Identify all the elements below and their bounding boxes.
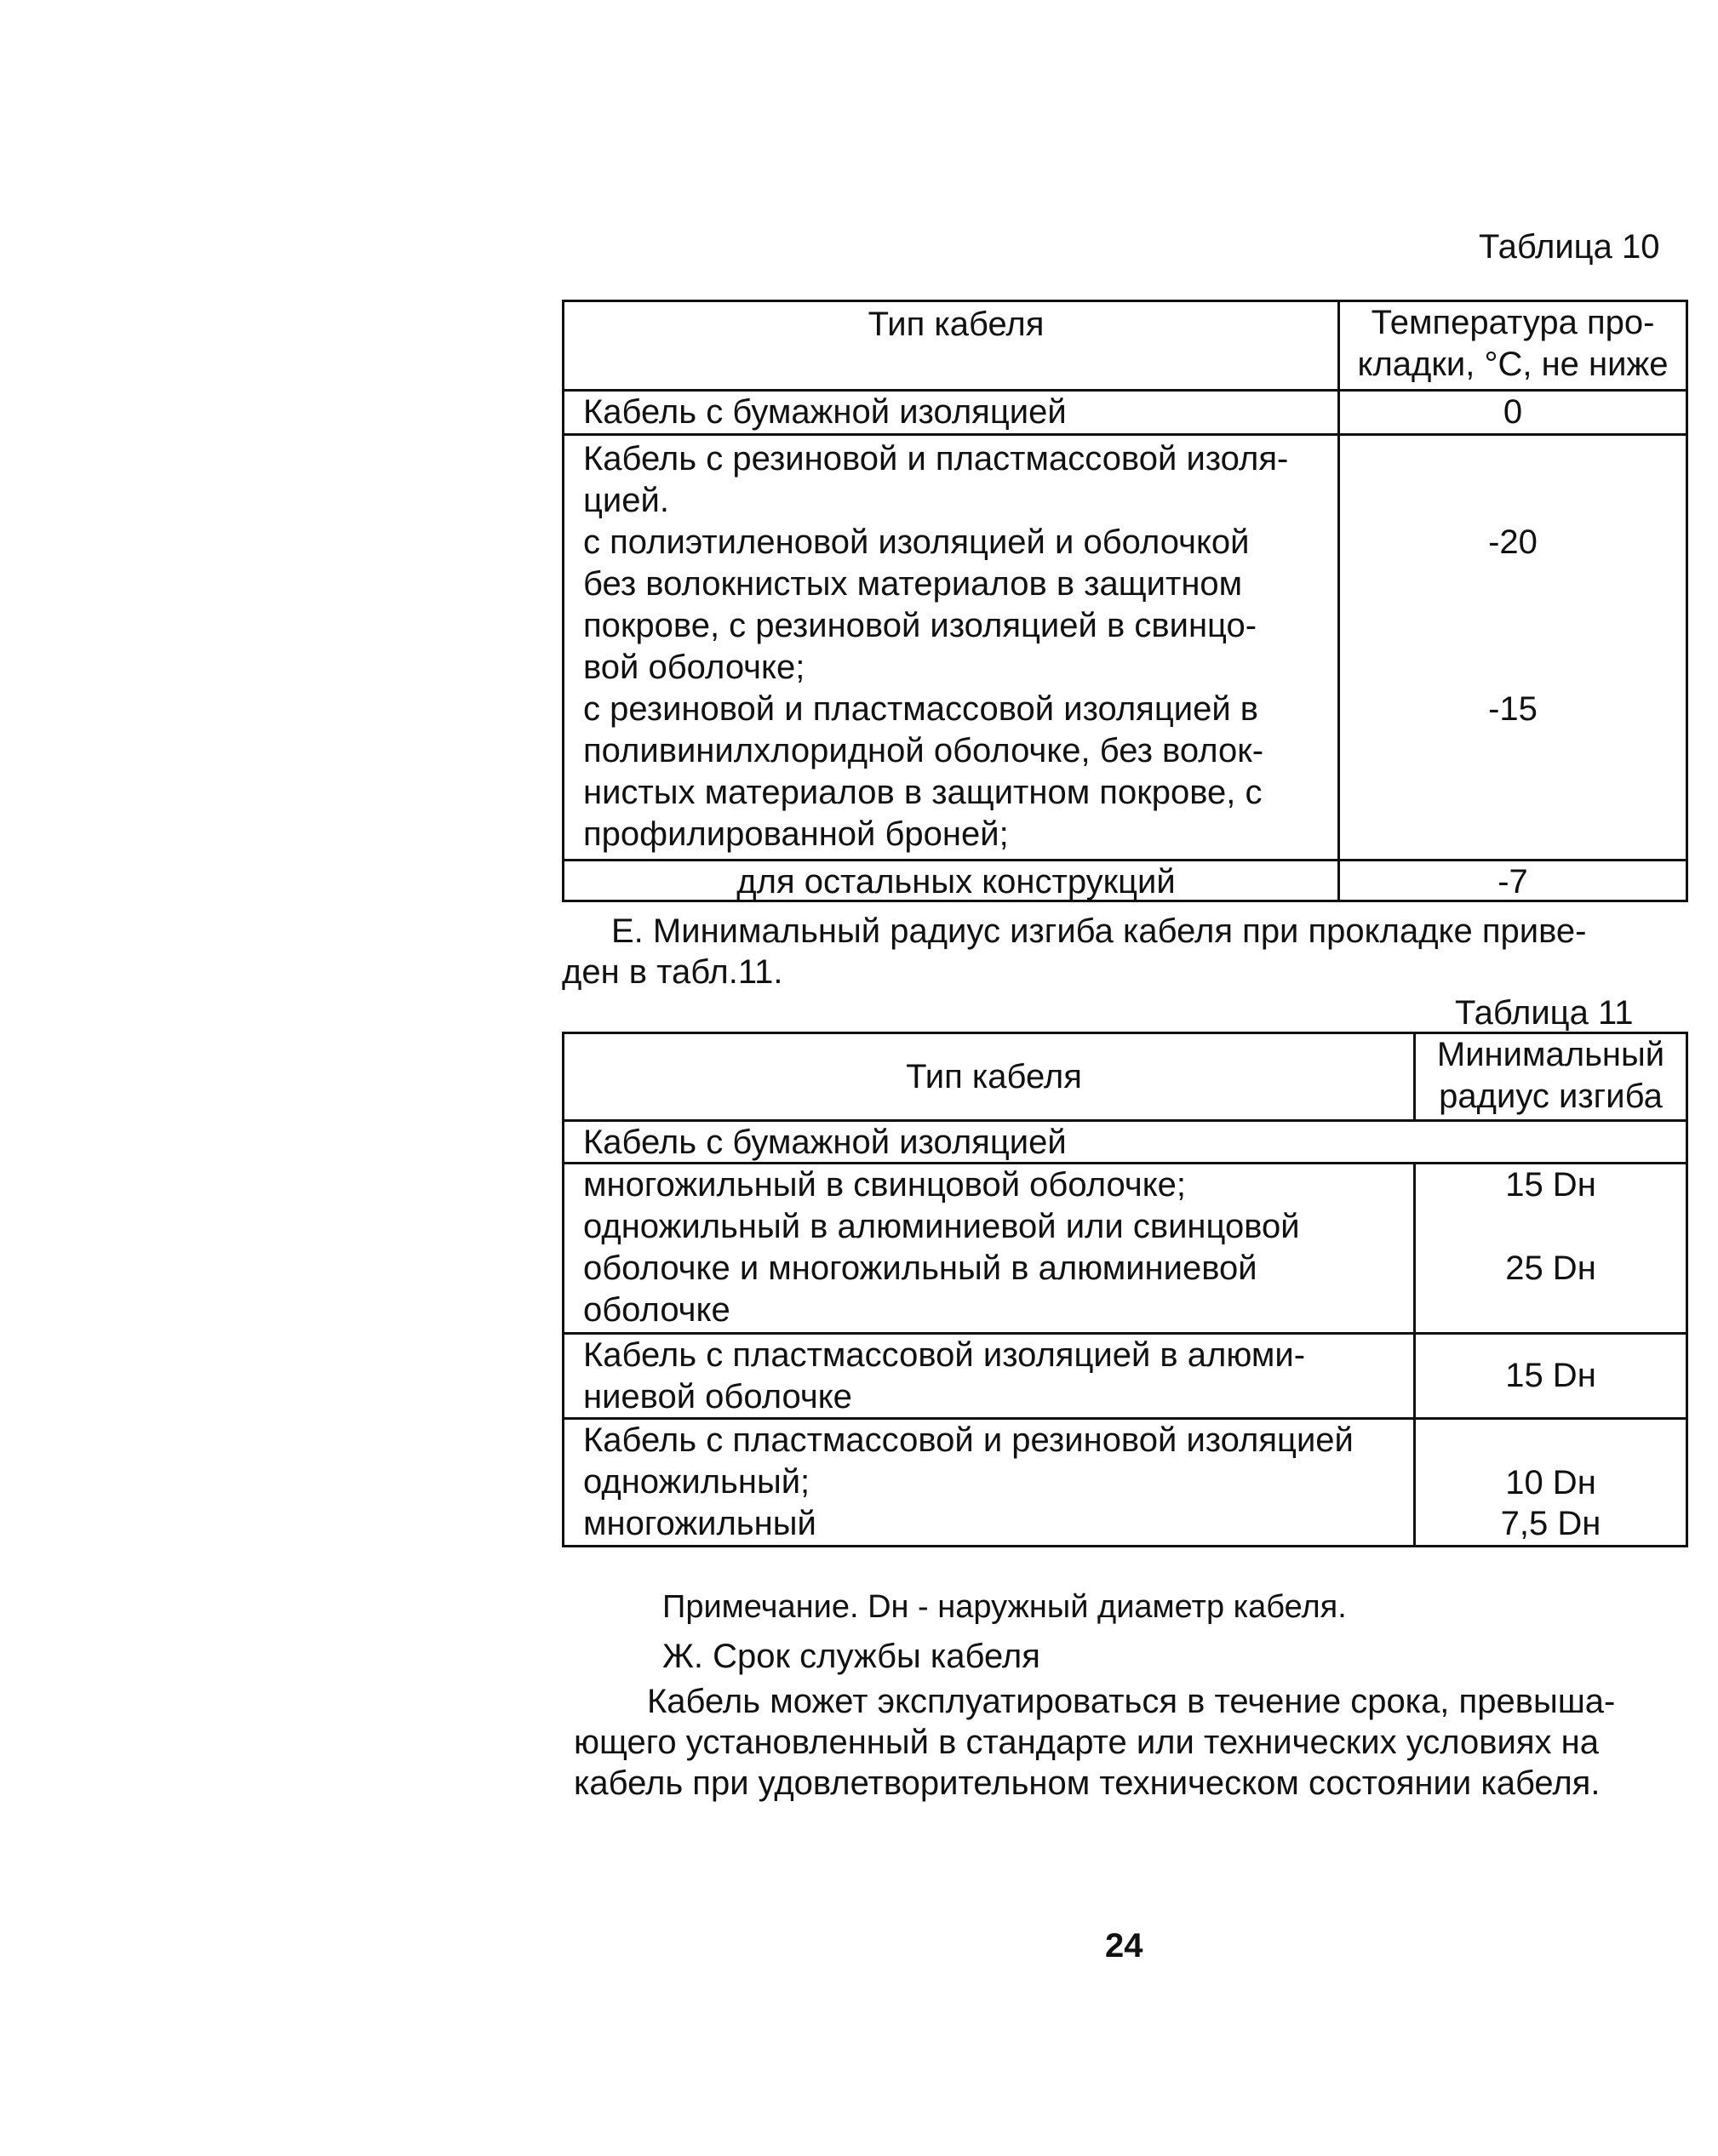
- table10-caption: Таблица 10: [1479, 228, 1660, 266]
- table11-row3-line: Кабель с пластмассовой и резиновой изоляцией: [583, 1421, 1354, 1459]
- table11-row1-values: [1416, 1164, 1686, 1332]
- table11-row1-line: оболочке и многожильный в алюминиевой: [583, 1250, 1257, 1287]
- table10-row1-value: [1340, 392, 1686, 433]
- table-row: [564, 1332, 1686, 1417]
- table10-row2-line: без волокнистых материалов в защитном: [583, 565, 1243, 603]
- table10-row3-type: [564, 861, 1340, 900]
- table11-group-title: [564, 1122, 1686, 1162]
- section-zh-paragraph-cont: [574, 1722, 1600, 1804]
- section-e-paragraph-cont: [562, 952, 782, 992]
- table11-row1-value-a: 15 Dн: [1505, 1166, 1596, 1204]
- table10-row2-line: поливинилхлоридной оболочке, без волок-: [583, 732, 1264, 769]
- section-zh-line3: кабель при удовлетворительном техническом состоянии кабеля.: [574, 1764, 1601, 1802]
- table10: [562, 300, 1688, 902]
- table10-row1-type: [564, 392, 1340, 433]
- table10-row2-line: профилированной броней;: [583, 815, 1009, 853]
- table11-row3-type: [564, 1420, 1416, 1545]
- table10-header-type: [564, 302, 1340, 389]
- page-number: 24: [1105, 1927, 1143, 1964]
- section-zh-title: [662, 1636, 1040, 1677]
- table11-row1-value-b: 25 Dн: [1505, 1250, 1596, 1287]
- table10-row2-line: покрове, с резиновой изоляцией в свинцо-: [583, 607, 1257, 644]
- section-e-line1: Е. Минимальный радиус изгиба кабеля при прокладке приве-: [611, 912, 1587, 950]
- table11-caption: Таблица 11: [1455, 994, 1634, 1032]
- table11-row1-line: одножильный в алюминиевой или свинцовой: [583, 1208, 1300, 1245]
- table-row: [564, 1162, 1686, 1332]
- table11-row2-line: ниевой оболочке: [583, 1378, 852, 1415]
- table10-row3-value-text: -7: [1498, 863, 1528, 901]
- table10-header-temp-line1: Температура про-: [1371, 304, 1655, 341]
- table-row: [564, 433, 1686, 859]
- table11-note: [662, 1587, 1347, 1627]
- table10-row1-type-text: Кабель с бумажной изоляцией: [583, 393, 1067, 431]
- table11-row1-line: оболочке: [583, 1291, 730, 1329]
- table-row: [564, 859, 1686, 900]
- table10-row2-type: [564, 436, 1340, 859]
- table11-row2-line: Кабель с пластмассовой изоляцией в алюми-: [583, 1336, 1306, 1374]
- table10-row3-type-text: для остальных конструкций: [736, 863, 1176, 901]
- table-row: [564, 1119, 1686, 1162]
- section-e-line2: ден в табл.11.: [562, 953, 783, 991]
- section-zh-title-text: Ж. Срок службы кабеля: [662, 1638, 1040, 1675]
- table11-header-radius-line1: Минимальный: [1436, 1036, 1665, 1073]
- table11-row3-line: одножильный;: [583, 1463, 810, 1501]
- section-e-paragraph: [611, 911, 1586, 952]
- table-row: [564, 1417, 1686, 1545]
- table11-header-type: [564, 1034, 1416, 1119]
- table11-row1-type: [564, 1164, 1416, 1332]
- table11-row2-type: [564, 1335, 1416, 1417]
- table10-row2-values: [1340, 436, 1686, 859]
- table10-row2-line: Кабель с резиновой и пластмассовой изоля-: [583, 440, 1289, 478]
- table11-row2-value-text: 15 Dн: [1505, 1357, 1596, 1394]
- table11-group-title-text: Кабель с бумажной изоляцией: [583, 1124, 1067, 1161]
- table11-header-row: [564, 1034, 1686, 1119]
- table10-header-type-text: Тип кабеля: [868, 306, 1045, 343]
- table10-row2-line: нистых материалов в защитном покрове, с: [583, 774, 1263, 811]
- table10-row2-line: вой оболочке;: [583, 649, 805, 686]
- table11-note-text: Примечание. Dн - наружный диаметр кабеля.: [662, 1589, 1347, 1625]
- table11-header-type-text: Тип кабеля: [906, 1057, 1082, 1095]
- table10-header-row: [564, 302, 1686, 389]
- table11: [562, 1032, 1688, 1547]
- table10-row2-line: цией.: [583, 482, 669, 519]
- table11-row2-value: [1416, 1335, 1686, 1417]
- table11-row3-values: [1416, 1420, 1686, 1545]
- table11-row1-line: многожильный в свинцовой оболочке;: [583, 1166, 1187, 1204]
- table10-row2-line: с резиновой и пластмассовой изоляцией в: [583, 690, 1259, 728]
- section-zh-line2: ющего установленный в стандарте или технических условиях на: [574, 1724, 1599, 1761]
- section-zh-paragraph: [647, 1681, 1615, 1722]
- table11-header-radius: [1416, 1034, 1686, 1119]
- table11-row3-value-b: 7,5 Dн: [1500, 1505, 1601, 1542]
- table10-row3-value: [1340, 861, 1686, 900]
- table10-header-temp-line2: кладки, °С, не ниже: [1357, 346, 1669, 383]
- table11-row3-line: многожильный: [583, 1505, 816, 1542]
- table-row: [564, 389, 1686, 433]
- table10-row2-line: с полиэтиленовой изоляцией и оболочкой: [583, 523, 1250, 561]
- table10-header-temp: [1340, 302, 1686, 389]
- table11-header-radius-line2: радиус изгиба: [1439, 1078, 1663, 1115]
- table10-row2-value-a: -20: [1488, 523, 1538, 561]
- table10-row1-value-text: 0: [1503, 393, 1523, 431]
- table10-row2-value-b: -15: [1488, 690, 1538, 728]
- table11-row3-value-a: 10 Dн: [1505, 1464, 1596, 1501]
- section-zh-line1: Кабель может эксплуатироваться в течение срока, превыша-: [647, 1683, 1616, 1720]
